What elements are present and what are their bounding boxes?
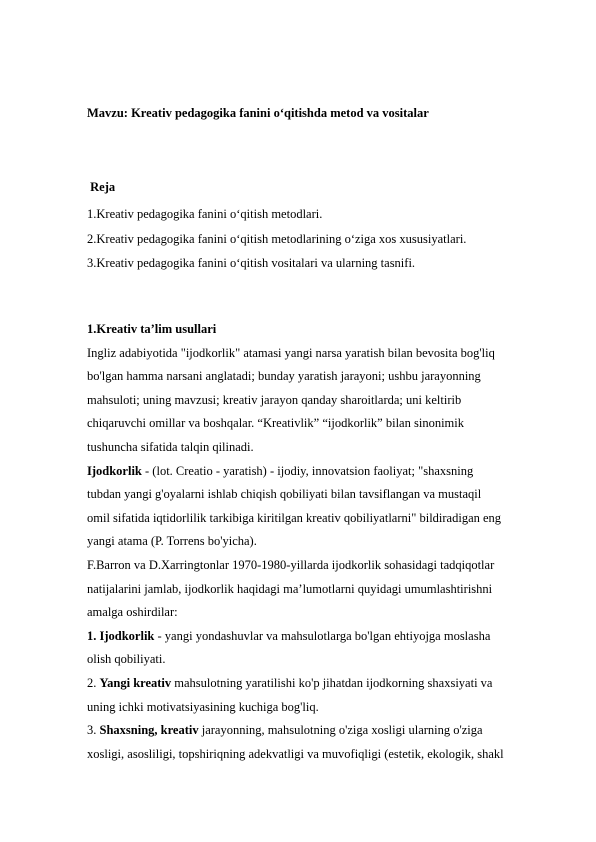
point-number: 3.: [87, 723, 100, 738]
document-page: [87, 0, 567, 842]
paragraph-line: bo'lgan hamma narsani anglatadi; bunday yaratish jarayoni; ushbu jarayonning: [87, 369, 481, 384]
term-ijodkorlik: Ijodkorlik: [87, 463, 142, 478]
point-text: jarayonning, mahsulotning o'ziga xosligi ularning o'ziga: [198, 723, 483, 738]
point-term: Yangi kreativ: [99, 675, 172, 690]
plan-list: [87, 202, 466, 276]
plan-item: 3.Kreativ pedagogika fanini o‘qitish vositalari va ularning tasnifi.: [87, 256, 416, 270]
paragraph-line: xosligi, asosliligi, topshiriqning adekvatligi va muvofiqligi (estetik, ekologik, shakl: [87, 746, 504, 761]
paragraph-line: uning ichki motivatsiyasining kuchiga bog'liq.: [87, 699, 319, 714]
numbered-point-2: [87, 672, 567, 696]
section-1: [87, 318, 567, 766]
paragraph-line: F.Barron va D.Xarringtonlar 1970-1980-yillarda ijodkorlik sohasidagi tadqiqotlar: [87, 557, 495, 572]
paragraph-line: omil sifatida iqtidorlilik tarkibiga kiritilgan kreativ qobiliyatlarni" bildiradigan eng: [87, 510, 502, 525]
term-definition: - (lot. Creatio - yaratish) - ijodiy, innovatsion faoliyat; "shaxsning: [141, 463, 474, 478]
numbered-point-1: [87, 625, 567, 649]
paragraph-line: natijalarini jamlab, ijodkorlik haqidagi ma’lumotlarni quyidagi umumlashtirishni: [87, 581, 493, 596]
point-text: mahsulotning yaratilishi ko'p jihatdan ijodkorning shaxsiyati va: [171, 675, 493, 690]
paragraph-line: amalga oshirdilar:: [87, 605, 178, 620]
paragraph-line: mahsuloti; uning mavzusi; kreativ jarayon qanday sharoitlarda; uni keltirib: [87, 392, 462, 407]
document-title: Mavzu: Kreativ pedagogika fanini o‘qitishda metod va vositalar: [87, 106, 429, 120]
point-term: 1. Ijodkorlik: [87, 628, 155, 643]
point-text: - yangi yondashuvlar va mahsulotlarga bo'lgan ehtiyojga moslasha: [154, 628, 491, 643]
paragraph-line: chiqaruvchi omillar va boshqalar. “Kreativlik” “ijodkorlik” bilan sinonimik: [87, 416, 464, 431]
plan-heading: Reja: [87, 180, 116, 194]
plan-item: 1.Kreativ pedagogika fanini o‘qitish metodlari.: [87, 207, 323, 221]
paragraph-line: Ingliz adabiyotida "ijodkorlik" atamasi yangi narsa yaratish bilan bevosita bog'liq: [87, 345, 495, 360]
paragraph-line: tushuncha sifatida talqin qilinadi.: [87, 439, 254, 454]
paragraph-line: [87, 460, 567, 484]
point-number: 2.: [87, 675, 100, 690]
plan-item: 2.Kreativ pedagogika fanini o‘qitish metodlarining o‘ziga xos xususiyatlari.: [87, 231, 467, 246]
paragraph-line: olish qobiliyati.: [87, 652, 166, 667]
paragraph-line: tubdan yangi g'oyalarni ishlab chiqish qobiliyati bilan tavsiflangan va mustaqil: [87, 487, 482, 502]
section-heading: 1.Kreativ ta’lim usullari: [87, 322, 217, 336]
numbered-point-3: [87, 719, 567, 743]
point-term: Shaxsning, kreativ: [99, 723, 199, 738]
paragraph-line: yangi atama (P. Torrens bo'yicha).: [87, 534, 257, 549]
